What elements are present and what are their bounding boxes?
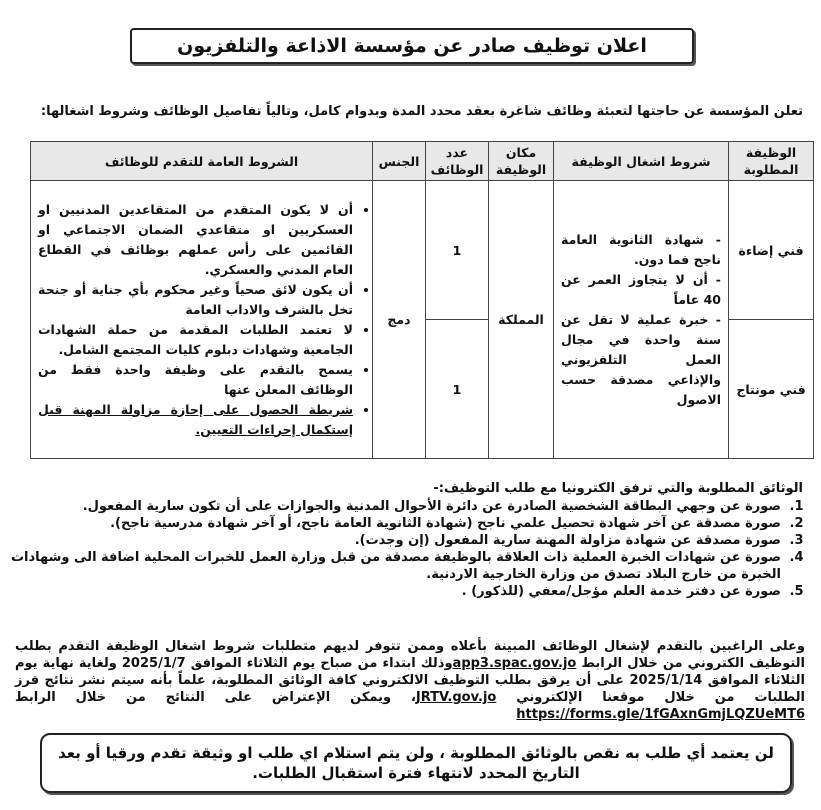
job-count-lighting: 1 — [426, 181, 489, 320]
document-item: 2. صورة مصدقة عن آخر شهادة تحصيل علمي ناجح (شهادة الثانوية العامة ناجح، أو آخر شهادة مدرسية ناجح). — [5, 515, 785, 532]
general-condition-item: • أن لا يكون المتقدم من المتقاعدين المدنيين او العسكريين او متقاعدي الضمان الاجتماعي او القائمين على رأس عملهم بوظائف في القطاع العام المدني والعسكري. — [38, 200, 353, 280]
condition-item: - خبرة عملية لا تقل عن سنة واحدة في مجال العمل التلفزيوني والإذاعي مصدقة حسب الاصول — [561, 311, 721, 407]
general-condition-item: • يسمح بالتقدم على وظيفة واحدة فقط من الوظائف المعلن عنها — [38, 360, 353, 400]
header-gender: الجنس — [373, 142, 426, 181]
header-job: الوظيفة المطلوبة — [729, 142, 814, 181]
header-count: عدد الوظائف — [426, 142, 489, 181]
intro-text: تعلن المؤسسة عن حاجتها لتعبئة وظائف شاغرة بعقد محدد المدة وبدوام كامل، وتالياً تفاصيل الوظائف وشروط اشغالها: — [40, 104, 803, 119]
general-conditions-list — [32, 200, 371, 440]
table-row — [31, 181, 814, 320]
document-item: 5. صورة عن دفتر خدمة العلم مؤجل/معفي (للذكور) . — [5, 583, 785, 600]
documents-list — [5, 498, 807, 600]
closing-text-3: ، ويمكن الإعتراض على النتائج من خلال الرابط — [15, 690, 416, 705]
objection-form-link[interactable]: https://forms.gle/1fGAxnGmjLQZUeMT6 — [516, 707, 805, 722]
general-condition-item: • أن يكون لائق صحياً وغير محكوم بأي جناية أو جنحة تخل بالشرف والاداب العامة — [38, 280, 353, 320]
document-item: 4. صورة عن شهادات الخبرة العملية ذات العلاقة بالوظيفة مصدقة من قبل وزارة العمل للخبرات المحلية اضافة الى وشهادات الخبرة من خارج البلاد تصدق من وزارة الخارجية الاردنية. — [5, 549, 785, 583]
closing-paragraph — [15, 638, 805, 723]
job-conditions-list — [555, 230, 727, 410]
application-link[interactable]: app3.spac.gov.jo — [452, 656, 577, 671]
job-conditions-cell — [554, 181, 729, 459]
general-condition-item: • لا تعتمد الطلبات المقدمة من حملة الشهادات الجامعية وشهادات دبلوم كليات المجتمع الشامل. — [38, 320, 353, 360]
header-conditions: شروط اشغال الوظيفة — [554, 142, 729, 181]
condition-item: - شهادة الثانوية العامة ناجح فما دون. — [561, 231, 721, 267]
header-place: مكان الوظيفة — [489, 142, 554, 181]
table-header-row — [31, 142, 814, 181]
closing-text-1: وعلى الراغبين بالتقدم لإشغال الوظائف المبينة بأعلاه وممن تتوفر لديهم متطلبات شروط اشغال الوظيفة التقدم بطلب التوظيف الكتروني من خلال الرابط — [15, 639, 805, 671]
general-conditions-cell — [31, 181, 373, 459]
job-title-montage: فني مونتاج — [729, 320, 814, 459]
header-general: الشروط العامة للتقدم للوظائف — [31, 142, 373, 181]
closing-text-2: وذلك ابتداء من صباح يوم الثلاثاء الموافق 2025/1/7 ولغاية نهاية يوم الثلاثاء الموافق 2025/1/14 على أن يرفق بطلب التوظيف الالكتروني كافة الوثائق المطلوبة، علماً بأنه سيتم نشر نتائج فرز الطلبات من خلال موقعنا الإلكتروني — [15, 656, 805, 705]
document-item: 1. صورة عن وجهي البطاقة الشخصية الصادرة عن دائرة الأحوال المدنية والجوازات على أن تكون سارية المفعول. — [5, 498, 785, 515]
job-count-montage: 1 — [426, 320, 489, 459]
jobs-table — [30, 141, 814, 459]
website-link[interactable]: JRTV.gov.jo — [415, 690, 497, 705]
documents-heading: الوثائق المطلوبة والتي ترفق الكترونيا مع طلب التوظيف:- — [433, 481, 803, 496]
general-condition-item-underlined: • شريطة الحصول على إجازة مزاولة المهنة قبل إستكمال إجراءات التعيين. — [38, 400, 353, 440]
document-item: 3. صورة مصدقة عن شهادة مزاولة المهنة سارية المفعول (إن وجدت). — [5, 532, 785, 549]
job-gender: دمج — [373, 181, 426, 459]
job-place: المملكة — [489, 181, 554, 459]
condition-item: - أن لا يتجاوز العمر عن 40 عاماً — [561, 271, 721, 307]
announcement-title: اعلان توظيف صادر عن مؤسسة الاذاعة والتلفزيون — [130, 28, 694, 64]
job-title-lighting: فني إضاءة — [729, 181, 814, 320]
notice-box: لن يعتمد أي طلب به نقص بالوثائق المطلوبة ، ولن يتم استلام اي طلب او وثيقة تقدم ورقيا أو بعد التاريخ المحدد لانتهاء فترة استقبال الطلبات. — [40, 733, 792, 793]
